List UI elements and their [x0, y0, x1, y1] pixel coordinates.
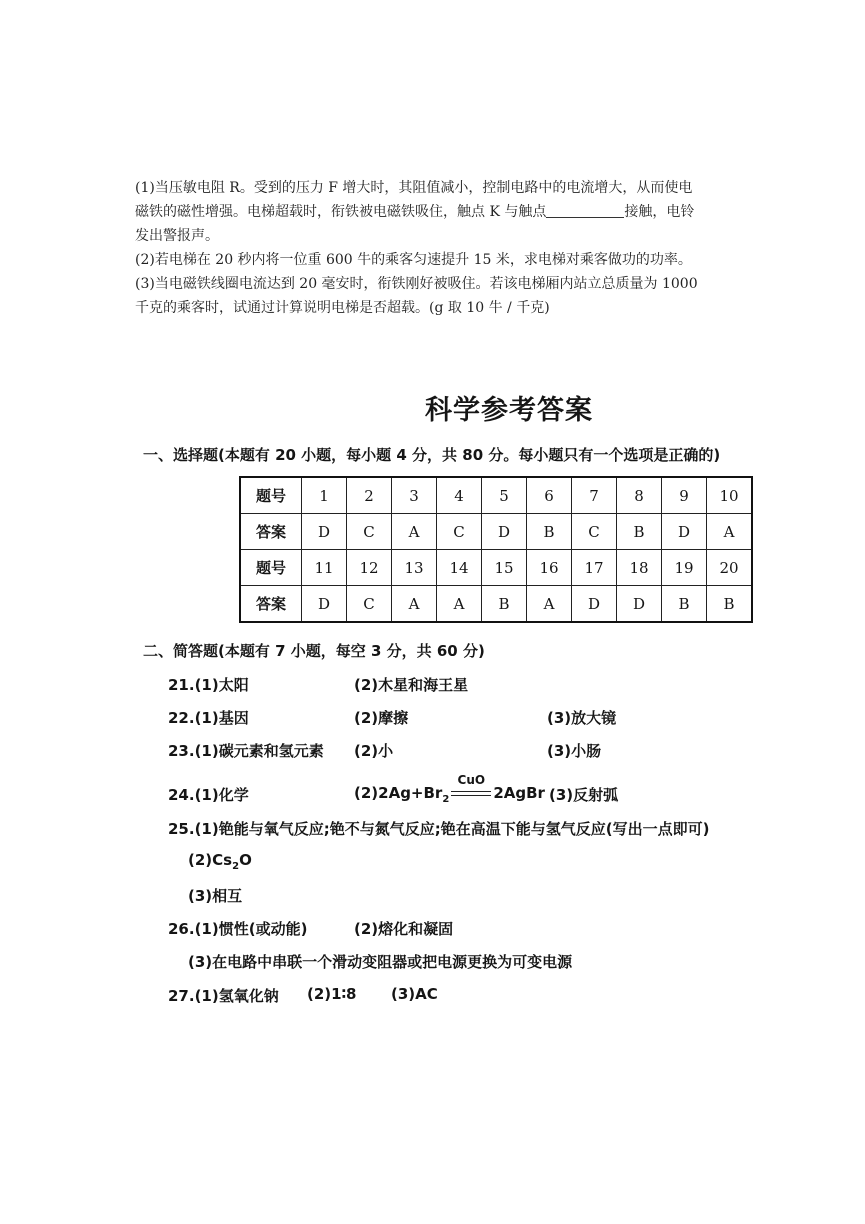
table-cell: B: [662, 586, 707, 623]
answer-25-part-3: (3)相互: [188, 887, 243, 905]
answer-23-part-1: 23.(1)碳元素和氢元素: [168, 742, 324, 760]
row-header: 题号: [240, 477, 302, 514]
answer-table: [239, 476, 753, 623]
row-header: 答案: [240, 586, 302, 623]
table-cell: 1: [302, 477, 347, 514]
table-cell: C: [347, 586, 392, 623]
table-cell: C: [572, 514, 617, 550]
table-cell: A: [392, 514, 437, 550]
table-cell: C: [347, 514, 392, 550]
reaction-equals-sign: [451, 772, 491, 799]
equation-product: 2AgBr: [493, 784, 545, 802]
table-row: [240, 586, 752, 623]
answer-26-part-1: 26.(1)惯性(或动能): [168, 920, 308, 938]
table-row: [240, 550, 752, 586]
table-cell: A: [392, 586, 437, 623]
table-cell: 18: [617, 550, 662, 586]
table-cell: B: [707, 586, 753, 623]
answer-24-part-1: 24.(1)化学: [168, 786, 249, 804]
table-cell: D: [572, 586, 617, 623]
formula-element: O: [239, 851, 252, 869]
answer-21-part-1: 21.(1)太阳: [168, 676, 249, 694]
answer-blank: [546, 203, 624, 218]
intro-paragraph-1-line-2-text-a: 磁铁的磁性增强。电梯超载时，衔铁被电磁铁吸住，触点 K 与触点: [135, 204, 547, 220]
section-1-heading: 一、选择题(本题有 20 小题，每小题 4 分，共 80 分。每小题只有一个选项是正确的): [143, 446, 721, 464]
table-cell: D: [662, 514, 707, 550]
equation-reactants: (2)2Ag+Br: [354, 784, 443, 802]
intro-paragraph-1-line-3: 发出警报声。: [135, 228, 219, 244]
table-cell: 16: [527, 550, 572, 586]
formula-subscript: 2: [232, 861, 240, 872]
table-cell: 7: [572, 477, 617, 514]
answer-22-part-3: (3)放大镜: [547, 709, 617, 727]
table-cell: 6: [527, 477, 572, 514]
answer-24-part-3: (3)反射弧: [549, 786, 619, 804]
table-cell: C: [437, 514, 482, 550]
table-cell: A: [707, 514, 753, 550]
row-header: 题号: [240, 550, 302, 586]
table-cell: 3: [392, 477, 437, 514]
page-title: 科学参考答案: [425, 395, 593, 426]
answer-25-part-1: 25.(1)铯能与氧气反应;铯不与氮气反应;铯在高温下能与氢气反应(写出一点即可): [168, 820, 710, 838]
section-2-heading: 二、简答题(本题有 7 小题，每空 3 分，共 60 分): [143, 642, 485, 660]
equation-subscript: 2: [442, 794, 450, 805]
table-cell: 10: [707, 477, 753, 514]
table-cell: 9: [662, 477, 707, 514]
table-cell: 19: [662, 550, 707, 586]
answer-27-part-2: (2)1∶8: [307, 985, 357, 1003]
answer-21-part-2: (2)木星和海王星: [354, 676, 469, 694]
table-cell: D: [302, 514, 347, 550]
table-cell: 2: [347, 477, 392, 514]
table-cell: 4: [437, 477, 482, 514]
table-cell: 8: [617, 477, 662, 514]
answer-25-part-2: [188, 851, 252, 872]
table-cell: D: [302, 586, 347, 623]
intro-paragraph-2: (2)若电梯在 20 秒内将一位重 600 牛的乘客匀速提升 15 米，求电梯对乘客做功的功率。: [135, 252, 692, 268]
answer-23-part-3: (3)小肠: [547, 742, 602, 760]
table-cell: 11: [302, 550, 347, 586]
answer-27-part-3: (3)AC: [391, 985, 438, 1003]
row-header: 答案: [240, 514, 302, 550]
intro-paragraph-1-line-2: [135, 200, 694, 224]
answer-27-part-1: 27.(1)氢氧化钠: [168, 987, 279, 1005]
table-row: [240, 477, 752, 514]
table-cell: A: [437, 586, 482, 623]
table-cell: A: [527, 586, 572, 623]
answer-22-part-2: (2)摩擦: [354, 709, 409, 727]
table-cell: 12: [347, 550, 392, 586]
intro-paragraph-1-line-1: (1)当压敏电阻 R。受到的压力 F 增大时，其阻值减小，控制电路中的电流增大，从而使电: [135, 180, 693, 196]
table-cell: 5: [482, 477, 527, 514]
table-cell: D: [617, 586, 662, 623]
table-cell: B: [482, 586, 527, 623]
table-cell: 17: [572, 550, 617, 586]
equation-catalyst: CuO: [457, 772, 486, 787]
table-row: [240, 514, 752, 550]
table-cell: B: [617, 514, 662, 550]
answer-26-part-3: (3)在电路中串联一个滑动变阻器或把电源更换为可变电源: [188, 953, 573, 971]
answer-23-part-2: (2)小: [354, 742, 394, 760]
table-cell: 13: [392, 550, 437, 586]
table-cell: D: [482, 514, 527, 550]
table-cell: 20: [707, 550, 753, 586]
answer-22-part-1: 22.(1)基因: [168, 709, 249, 727]
formula-element: (2)Cs: [188, 851, 233, 869]
table-cell: B: [527, 514, 572, 550]
answer-24-equation: [354, 772, 545, 805]
intro-paragraph-1-line-2-text-b: 接触，电铃: [624, 204, 695, 220]
table-cell: 14: [437, 550, 482, 586]
intro-paragraph-3-line-2: 千克的乘客时，试通过计算说明电梯是否超载。(g 取 10 牛 / 千克): [135, 300, 550, 316]
answer-26-part-2: (2)熔化和凝固: [354, 920, 454, 938]
table-cell: 15: [482, 550, 527, 586]
intro-paragraph-3-line-1: (3)当电磁铁线圈电流达到 20 毫安时，衔铁刚好被吸住。若该电梯厢内站立总质量为 1000: [135, 276, 698, 292]
